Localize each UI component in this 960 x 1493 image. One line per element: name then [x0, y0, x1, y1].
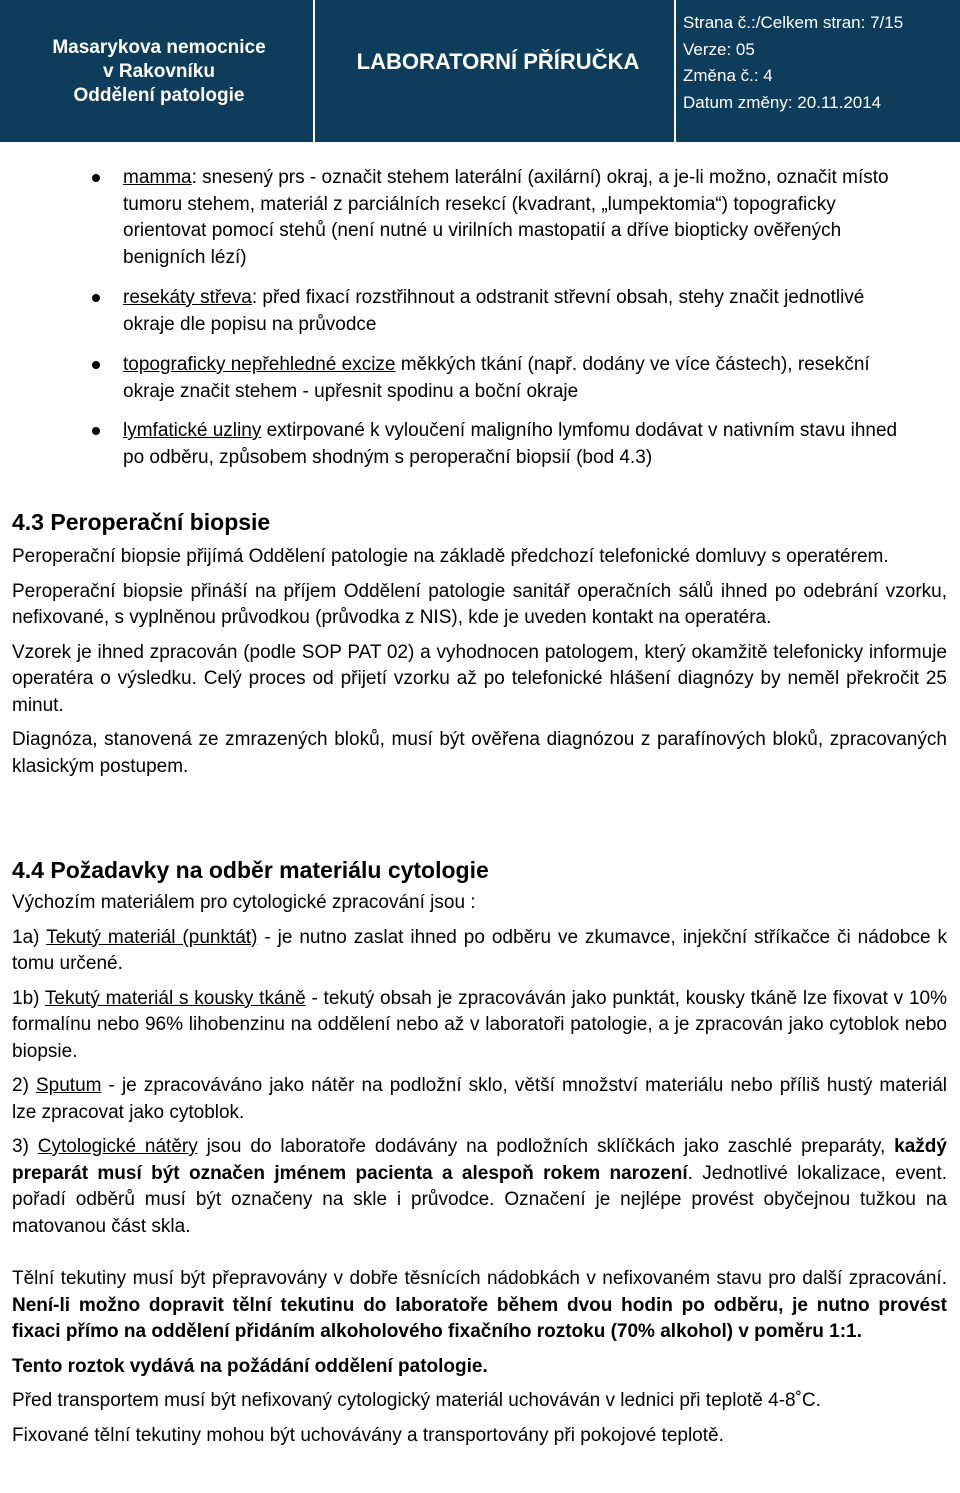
item-text: extirpované k vyloučení maligního lymfomu dodávat v nativním stavu ihned po odběru, způsobem shodným s peroperační biopsií (bod 4.3): [123, 420, 898, 468]
institution-name: Masarykova nemocnice: [52, 37, 266, 58]
bullet-icon: [92, 174, 100, 182]
version: Verze: 05: [683, 39, 755, 59]
section-4-4: [12, 856, 947, 1240]
item-term: resekáty střeva: [123, 287, 252, 308]
item-term: Tekutý materiál (punktát): [46, 926, 258, 948]
paragraph: Před transportem musí být nefixovaný cytologický materiál uchováván v lednici při teplotě 4-8˚C.: [12, 1390, 821, 1411]
page-info: Strana č.:/Celkem stran: 7/15: [683, 13, 904, 32]
item-text: měkkých tkání (např. dodány ve více částech), resekční okraje značit stehem - upřesnit spodinu a boční okraje: [123, 354, 870, 402]
paragraph: Peroperační biopsie přijímá Oddělení patologie na základě předchozí telefonické domluvy s operatérem.: [12, 546, 889, 567]
paragraph: Tělní tekutiny musí být přepravovány v dobře těsnících nádobkách v nefixovaném stavu pro další zpracování. Není-li možno dopravit tělní tekutinu do laboratoře během dvou hodin po odběru, je nutno provést fixaci přímo na oddělení přidáním alkoholového fixačního roztoku (70% alkohol) v poměru 1:1.: [12, 1268, 947, 1342]
list-item: 3) Cytologické nátěry jsou do laboratoře dodávány na podložních sklíčkách jako zaschlé preparáty, každý preparát musí být označen jménem pacienta a alespoň rokem narození. Jednotlivé lokalizace, event. pořadí odběrů musí být označeny na skle i průvodce. Označení je nejlépe provést obyčejnou tužkou na matovanou část skla.: [12, 1136, 948, 1237]
section-4-3: [12, 508, 947, 780]
fluids-section: [12, 1266, 947, 1449]
paragraph: Peroperační biopsie přináší na příjem Oddělení patologie sanitář operačních sálů ihned po odebrání vzorku, nefixované, s vyplněnou průvodkou (průvodka z NIS), kde je uveden kontakt na operatéra.: [12, 580, 947, 628]
list-item: 2) Sputum - je zpracováváno jako nátěr na podložní sklo, větší množství materiálu nebo příliš hustý materiál lze zpracovat jako cytoblok.: [12, 1075, 947, 1123]
paragraph: Výchozím materiálem pro cytologické zpracování jsou :: [12, 892, 476, 913]
document-header: [0, 0, 960, 142]
institution-city: v Rakovníku: [103, 61, 215, 82]
item-term: topograficky nepřehledné excize: [123, 354, 396, 375]
section-heading: 4.4 Požadavky na odběr materiálu cytologie: [12, 857, 489, 883]
paragraph: Tento roztok vydává na požádání oddělení patologie.: [12, 1355, 488, 1377]
item-text: : snesený prs - označit stehem laterální (axilární) okraj, a je-li možno, označit místo tumoru stehem, materiál z parciálních resekcí (kvadrant, „lumpektomia“) topograficky orientovat pomocí stehů (není nutné u virilních mastopatií a dříve biopticky ověřených benigních lézí): [123, 167, 889, 268]
paragraph: Vzorek je ihned zpracován (podle SOP PAT 02) a vyhodnocen patologem, který okamžitě telefonicky informuje operatéra o výsledku. Celý proces od přijetí vzorku až po telefonické hlášení diagnózy by neměl překročit 25 minut.: [12, 641, 947, 716]
header-divider: [674, 0, 676, 142]
header-divider: [313, 0, 315, 142]
list-item: 1b) Tekutý materiál s kousky tkáně - tekutý obsah je zpracováván jako punktát, kousky tkáně lze fixovat v 10% formalínu nebo 96% lihobenzinu na oddělení nebo až v laboratoři patologie, a je zpracován jako cytoblok nebo biopsie.: [12, 987, 947, 1062]
institution-block: [14, 36, 304, 108]
bullet-icon: [92, 427, 100, 435]
department-name: Oddělení patologie: [73, 85, 245, 106]
item-term: lymfatické uzliny: [123, 420, 262, 441]
item-term: Cytologické nátěry: [37, 1136, 198, 1157]
paragraph: Fixované tělní tekutiny mohou být uchovávány a transportovány při pokojové teplotě.: [12, 1424, 724, 1446]
bullet-icon: [92, 294, 100, 302]
section-heading: 4.3 Peroperační biopsie: [12, 509, 271, 535]
change-date: Datum změny: 20.11.2014: [683, 92, 882, 112]
paragraph: Diagnóza, stanovená ze zmrazených bloků, musí být ověřena diagnózou z parafínových bloků, zpracovaných klasickým postupem.: [12, 729, 947, 777]
bullet-icon: [92, 361, 100, 369]
list-item: 1a) Tekutý materiál (punktát) - je nutno zaslat ihned po odběru ve zkumavce, injekční stříkačce či nádobce k tomu určené.: [12, 926, 948, 974]
change-number: Změna č.: 4: [683, 66, 773, 85]
document-title: LABORATORNÍ PŘÍRUČKA: [356, 49, 640, 74]
item-term: Sputum: [35, 1075, 102, 1096]
document-meta: [683, 10, 903, 116]
item-text: : před fixací rozstřihnout a odstranit střevní obsah, stehy značit jednotlivé okraje dle popisu na průvodce: [123, 287, 865, 335]
item-term: mamma: [123, 167, 192, 188]
item-term: Tekutý materiál s kousky tkáně: [44, 987, 306, 1009]
